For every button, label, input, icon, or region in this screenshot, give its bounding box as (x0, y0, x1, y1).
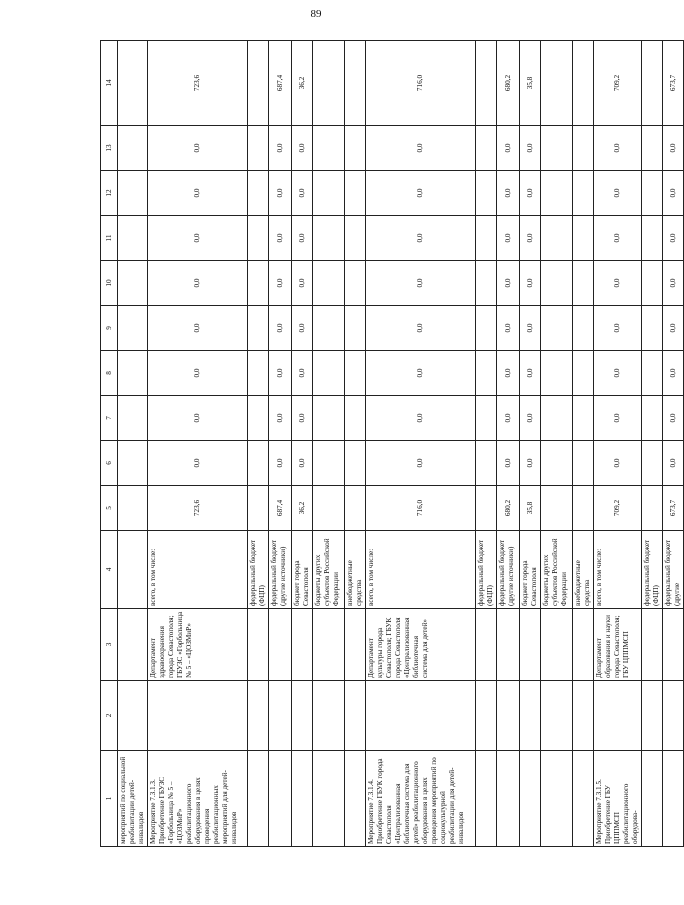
table-cell (292, 609, 313, 681)
table-cell: Департамент образования и науки города Севастополя; ГБУ ЦППМСП (594, 609, 642, 681)
table-cell (269, 751, 292, 847)
table-cell (345, 126, 366, 171)
table-cell: 0,0 (148, 441, 248, 486)
table-cell (313, 126, 345, 171)
table-cell (313, 41, 345, 126)
table-row (292, 41, 313, 847)
table-cell (541, 751, 573, 847)
table-cell (642, 751, 663, 847)
table-cell: бюджеты других субъектов Российской Федерации (541, 531, 573, 609)
table-cell: 0,0 (292, 441, 313, 486)
table-cell: 687,4 (269, 486, 292, 531)
table-cell: 0,0 (520, 216, 541, 261)
table-cell: федеральный бюджет (ФЦП) (248, 531, 269, 609)
table-cell (541, 396, 573, 441)
table-cell (520, 609, 541, 681)
table-cell: 0,0 (366, 441, 476, 486)
table-cell (313, 396, 345, 441)
table-cell (573, 351, 594, 396)
table-cell: 0,0 (148, 261, 248, 306)
table-cell: 0,0 (594, 171, 642, 216)
rotated-sheet (100, 41, 681, 847)
table-cell: 0,0 (594, 351, 642, 396)
table-cell: бюджеты других субъектов Российской Федерации (313, 531, 345, 609)
table-cell (313, 681, 345, 751)
table-cell: 36,2 (292, 486, 313, 531)
table-cell: 0,0 (366, 306, 476, 351)
table-cell: 0,0 (520, 306, 541, 351)
table-cell (345, 41, 366, 126)
table-cell (313, 306, 345, 351)
table-cell (248, 486, 269, 531)
table-cell (642, 396, 663, 441)
table-cell: 716,0 (366, 486, 476, 531)
table-cell (476, 681, 497, 751)
table-cell: 0,0 (497, 396, 520, 441)
column-header: 13 (101, 126, 118, 171)
table-cell: внебюджетные средства (573, 531, 594, 609)
table-row (594, 41, 642, 847)
table-cell: 0,0 (148, 306, 248, 351)
table-cell (313, 486, 345, 531)
table-cell (573, 441, 594, 486)
table-cell (118, 261, 148, 306)
table-row (269, 41, 292, 847)
table-cell (573, 41, 594, 126)
table-cell (313, 441, 345, 486)
table-cell (248, 751, 269, 847)
table-cell: 680,2 (497, 41, 520, 126)
table-cell: 0,0 (594, 441, 642, 486)
table-cell: мероприятий по социальной реабилитации детей-инвалидов (118, 751, 148, 847)
table-cell: 36,2 (292, 41, 313, 126)
table-cell: 0,0 (148, 351, 248, 396)
column-number-row (101, 41, 118, 847)
table-cell: 0,0 (366, 126, 476, 171)
table-row (148, 41, 248, 847)
table-cell: федеральный бюджет (ФЦП) (642, 531, 663, 609)
table-cell: 0,0 (663, 261, 684, 306)
table-cell (345, 261, 366, 306)
table-cell (248, 681, 269, 751)
table-cell (573, 261, 594, 306)
table-cell (118, 396, 148, 441)
table-cell (541, 441, 573, 486)
table-cell: федеральный бюджет (другие источники) (497, 531, 520, 609)
table-cell: 0,0 (497, 261, 520, 306)
table-cell: 0,0 (366, 216, 476, 261)
table-body (118, 41, 684, 847)
table-cell (573, 171, 594, 216)
table-cell: 0,0 (269, 261, 292, 306)
table-cell (248, 261, 269, 306)
table-cell (573, 306, 594, 351)
table-cell: 0,0 (366, 396, 476, 441)
table-cell: 0,0 (148, 396, 248, 441)
table-cell (476, 306, 497, 351)
table-cell: 0,0 (366, 261, 476, 306)
table-cell (292, 681, 313, 751)
table-cell: 0,0 (292, 396, 313, 441)
table-row (497, 41, 520, 847)
table-cell: 0,0 (663, 126, 684, 171)
table-cell (118, 681, 148, 751)
column-header: 8 (101, 351, 118, 396)
table-cell: 680,2 (497, 486, 520, 531)
table-cell (573, 609, 594, 681)
table-cell: 0,0 (269, 441, 292, 486)
table-cell: 0,0 (663, 306, 684, 351)
table-cell: 0,0 (497, 171, 520, 216)
page-number: 89 (310, 8, 322, 20)
table-cell: 0,0 (594, 261, 642, 306)
table-cell (541, 216, 573, 261)
table-cell: 0,0 (292, 261, 313, 306)
table-cell (541, 126, 573, 171)
table-cell: 0,0 (269, 351, 292, 396)
column-header: 2 (101, 681, 118, 751)
table-cell: 0,0 (269, 396, 292, 441)
table-cell: 0,0 (269, 216, 292, 261)
table-cell (541, 486, 573, 531)
table-cell: федеральный бюджет (ФЦП) (476, 531, 497, 609)
table-cell: бюджет города Севастополя (520, 531, 541, 609)
table-cell (476, 486, 497, 531)
table-cell (642, 261, 663, 306)
table-cell (642, 351, 663, 396)
table-cell (573, 486, 594, 531)
table-cell (248, 609, 269, 681)
table-cell (118, 126, 148, 171)
column-header: 4 (101, 531, 118, 609)
table-cell (497, 609, 520, 681)
table-row (345, 41, 366, 847)
table-cell (313, 609, 345, 681)
table-cell (573, 396, 594, 441)
table-cell (476, 126, 497, 171)
table-cell: 709,2 (594, 486, 642, 531)
table-row (642, 41, 663, 847)
table-cell (476, 441, 497, 486)
table-cell: 0,0 (594, 126, 642, 171)
table-cell (642, 126, 663, 171)
table-cell (573, 126, 594, 171)
table-cell: 0,0 (520, 171, 541, 216)
table-cell: Департамент культуры города Севастополя; ГБУК города Севастополя «Централизованная библиотечная система для детей» (366, 609, 476, 681)
table-cell (269, 681, 292, 751)
table-cell (476, 351, 497, 396)
column-header: 12 (101, 171, 118, 216)
table-cell (118, 306, 148, 351)
table-cell: 0,0 (594, 306, 642, 351)
column-header: 14 (101, 41, 118, 126)
table-cell: 0,0 (292, 216, 313, 261)
table-cell (345, 609, 366, 681)
table-cell: 0,0 (497, 441, 520, 486)
table-cell (642, 486, 663, 531)
table-cell (248, 306, 269, 351)
table-cell (642, 609, 663, 681)
table-cell (248, 171, 269, 216)
table-cell: 0,0 (292, 171, 313, 216)
table-cell: 0,0 (366, 171, 476, 216)
table-cell (642, 306, 663, 351)
table-cell (292, 751, 313, 847)
table-cell: федеральный бюджет (другие источники) (269, 531, 292, 609)
column-header: 11 (101, 216, 118, 261)
table-cell: 709,2 (594, 41, 642, 126)
table-cell: Мероприятие 7.3.1.3. Приобретение ГБУЗС «Горбольница № 5 – «ЦОЗМиР» реабилитационного оборудования в целях проведения реабилитационных мероприятий для детей-инвалидов (148, 751, 248, 847)
table-cell: 0,0 (520, 396, 541, 441)
table-cell (118, 531, 148, 609)
table-cell: 35,8 (520, 41, 541, 126)
table-cell (476, 261, 497, 306)
rotated-page-area (100, 41, 681, 847)
table-cell: бюджет города Севастополя (292, 531, 313, 609)
table-cell: 0,0 (520, 351, 541, 396)
table-cell: 0,0 (594, 396, 642, 441)
table-cell (573, 751, 594, 847)
column-header: 7 (101, 396, 118, 441)
table-cell (345, 306, 366, 351)
table-cell: 0,0 (520, 261, 541, 306)
table-cell: 723,6 (148, 486, 248, 531)
table-cell (476, 41, 497, 126)
table-cell (345, 441, 366, 486)
table-cell: 0,0 (292, 126, 313, 171)
table-cell: 0,0 (148, 171, 248, 216)
table-row (520, 41, 541, 847)
table-cell (663, 681, 684, 751)
table-cell (118, 351, 148, 396)
table-cell (541, 351, 573, 396)
table-cell (345, 751, 366, 847)
table-cell: 0,0 (497, 126, 520, 171)
table-cell (313, 171, 345, 216)
table-cell (118, 171, 148, 216)
table-row (573, 41, 594, 847)
table-cell: внебюджетные средства (345, 531, 366, 609)
table-cell: 0,0 (663, 171, 684, 216)
column-header: 3 (101, 609, 118, 681)
budget-table (100, 40, 684, 847)
table-cell (573, 681, 594, 751)
table-cell (476, 396, 497, 441)
table-cell: всего, в том числе: (148, 531, 248, 609)
table-cell (345, 681, 366, 751)
table-cell: 0,0 (497, 306, 520, 351)
table-cell (573, 216, 594, 261)
table-cell (663, 751, 684, 847)
table-cell (313, 351, 345, 396)
column-header: 5 (101, 486, 118, 531)
table-cell: 673,7 (663, 486, 684, 531)
table-cell (118, 609, 148, 681)
table-cell (269, 609, 292, 681)
table-cell (642, 681, 663, 751)
table-cell (663, 609, 684, 681)
table-cell: 0,0 (366, 351, 476, 396)
table-cell: Мероприятие 7.3.1.5. Приобретение ГБУ ЦППМСП реабилитационного оборудова- (594, 751, 642, 847)
table-cell (520, 751, 541, 847)
table-cell (476, 609, 497, 681)
column-header: 10 (101, 261, 118, 306)
table-cell (345, 396, 366, 441)
table-cell: 0,0 (148, 126, 248, 171)
table-cell: 0,0 (663, 216, 684, 261)
table-cell (366, 681, 476, 751)
table-cell: Департамент здравоохранения города Севастополя; ГБУЗС «Горбольница № 5 – «ЦОЗМиР» (148, 609, 248, 681)
table-cell (118, 216, 148, 261)
table-cell: 0,0 (269, 171, 292, 216)
table-cell (541, 171, 573, 216)
table-cell (313, 751, 345, 847)
table-cell (248, 351, 269, 396)
table-cell (345, 171, 366, 216)
table-cell (248, 441, 269, 486)
table-cell (642, 216, 663, 261)
column-header: 9 (101, 306, 118, 351)
table-cell (642, 171, 663, 216)
table-cell: 687,4 (269, 41, 292, 126)
table-cell (313, 216, 345, 261)
table-cell: Мероприятие 7.3.1.4. Приобретение ГБУК города Севастополя «Централизованная библиотечная система для детей» реабилитационного оборудования в целях проведения мероприятий по социокультурной реабилитации для детей-инвалидов (366, 751, 476, 847)
table-cell (248, 41, 269, 126)
table-cell (118, 441, 148, 486)
table-cell: 0,0 (269, 306, 292, 351)
table-cell (313, 261, 345, 306)
table-cell: 0,0 (663, 396, 684, 441)
table-cell (476, 171, 497, 216)
table-cell (118, 41, 148, 126)
table-cell (642, 441, 663, 486)
table-cell: 0,0 (292, 306, 313, 351)
table-cell (476, 751, 497, 847)
table-cell (541, 681, 573, 751)
table-row (248, 41, 269, 847)
table-cell: 716,0 (366, 41, 476, 126)
table-cell: 0,0 (497, 351, 520, 396)
column-header: 1 (101, 751, 118, 847)
table-row (663, 41, 684, 847)
table-cell: 723,6 (148, 41, 248, 126)
table-row (118, 41, 148, 847)
table-cell (248, 126, 269, 171)
table-cell (345, 216, 366, 261)
table-cell (148, 681, 248, 751)
column-header: 6 (101, 441, 118, 486)
table-cell: всего, в том числе: (366, 531, 476, 609)
table-cell (497, 751, 520, 847)
table-row (541, 41, 573, 847)
table-cell: 35,8 (520, 486, 541, 531)
table-cell: всего, в том числе: (594, 531, 642, 609)
table-cell (642, 41, 663, 126)
table-cell: 0,0 (520, 126, 541, 171)
table-row (476, 41, 497, 847)
table-cell (345, 486, 366, 531)
table-cell: 0,0 (663, 441, 684, 486)
table-cell (345, 351, 366, 396)
table-cell: 0,0 (520, 441, 541, 486)
table-cell: федеральный бюджет (другие (663, 531, 684, 609)
table-cell (520, 681, 541, 751)
table-cell (248, 216, 269, 261)
table-cell (497, 681, 520, 751)
table-cell: 0,0 (497, 216, 520, 261)
table-cell (476, 216, 497, 261)
table-cell (541, 609, 573, 681)
table-cell: 0,0 (292, 351, 313, 396)
table-cell (541, 261, 573, 306)
table-cell (541, 306, 573, 351)
table-cell: 673,7 (663, 41, 684, 126)
table-cell: 0,0 (269, 126, 292, 171)
table-cell: 0,0 (148, 216, 248, 261)
table-cell: 0,0 (663, 351, 684, 396)
table-cell (594, 681, 642, 751)
table-cell (541, 41, 573, 126)
table-cell (248, 396, 269, 441)
table-row (366, 41, 476, 847)
table-cell (118, 486, 148, 531)
table-cell: 0,0 (594, 216, 642, 261)
table-row (313, 41, 345, 847)
